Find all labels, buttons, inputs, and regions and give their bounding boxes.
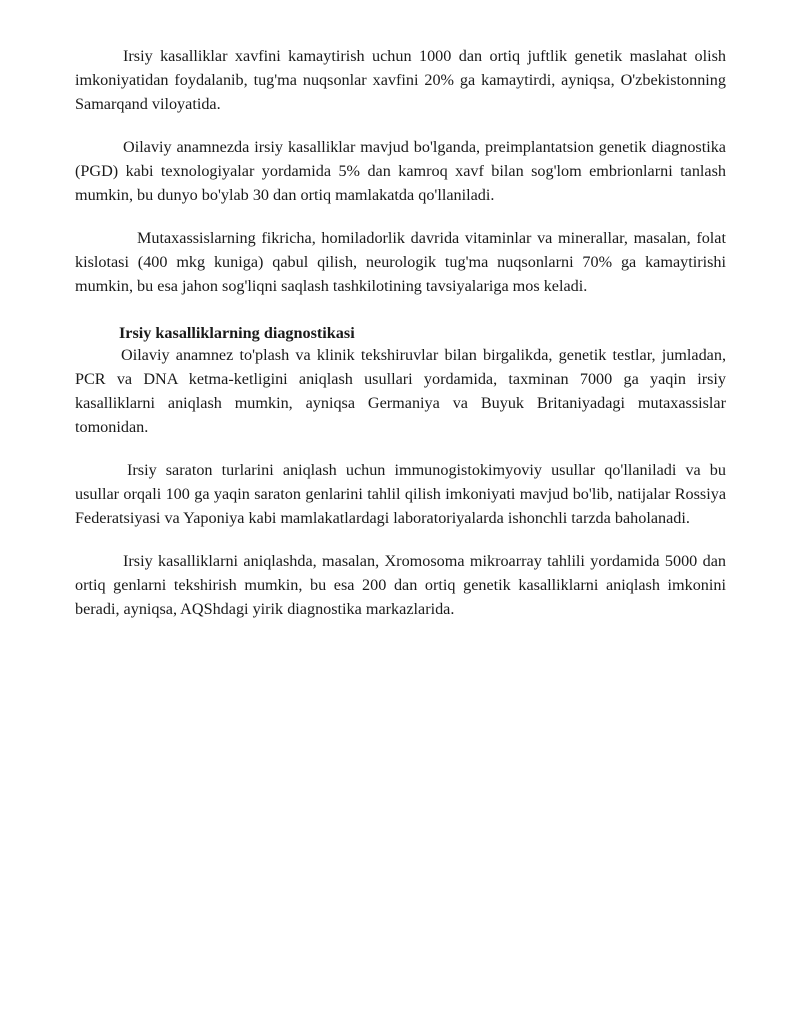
paragraph-cancer-diagnosis: Irsiy saraton turlarini aniqlash uchun immunogistokimyoviy usullar qo'llaniladi va bu usullar orqali 100 ga yaqin saraton genlarini tahlil qilish imkoniyati mavjud bo'lib, natijalar Rossiya Federatsiyasi va Yaponiya kabi mamlakatlardagi laboratoriyalarda ishonchli tarzda baholanadi. (75, 461, 726, 527)
paragraph-genetic-tests: Oilaviy anamnez to'plash va klinik tekshiruvlar bilan birgalikda, genetik testlar, jumladan, PCR va DNA ketma-ketligini aniqlash usullari yordamida, taxminan 7000 ga yaqin irsiy kasalliklarni aniqlash mumkin, ayniqsa Germaniya va Buyuk Britaniyadagi mutaxassislar tomonidan. (75, 346, 726, 436)
paragraph-microarray: Irsiy kasalliklarni aniqlashda, masalan, Xromosoma mikroarray tahlili yordamida 5000 dan ortiq genlarni tekshirish mumkin, bu esa 200 dan ortiq genetik kasalliklarni aniqlash imkonini beradi, ayniqsa, AQShdagi yirik diagnostika markazlarida. (75, 552, 726, 618)
section-heading: Irsiy kasalliklarning diagnostikasi (119, 324, 355, 342)
paragraph-genetic-counseling: Irsiy kasalliklar xavfini kamaytirish uchun 1000 dan ortiq juftlik genetik maslahat olish imkoniyatidan foydalanib, tug'ma nuqsonlar xavfini 20% ga kamaytirdi, ayniqsa, O'zbekistonning Samarqand viloyatida. (75, 47, 726, 113)
paragraph-pgd: Oilaviy anamnezda irsiy kasalliklar mavjud bo'lganda, preimplantatsion genetik diagnostika (PGD) kabi texnologiyalar yordamida 5% dan kamroq xavf bilan sog'lom embrionlarni tanlash mumkin, bu dunyo bo'ylab 30 dan ortiq mamlakatda qo'llaniladi. (75, 138, 726, 204)
document-page (75, 44, 726, 640)
paragraph-vitamins: Mutaxassislarning fikricha, homiladorlik davrida vitaminlar va minerallar, masalan, folat kislotasi (400 mkg kuniga) qabul qilish, neurologik tug'ma nuqsonlarni 70% ga kamaytirishi mumkin, bu esa jahon sog'liqni saqlash tashkilotining tavsiyalariga mos keladi. (75, 229, 726, 295)
